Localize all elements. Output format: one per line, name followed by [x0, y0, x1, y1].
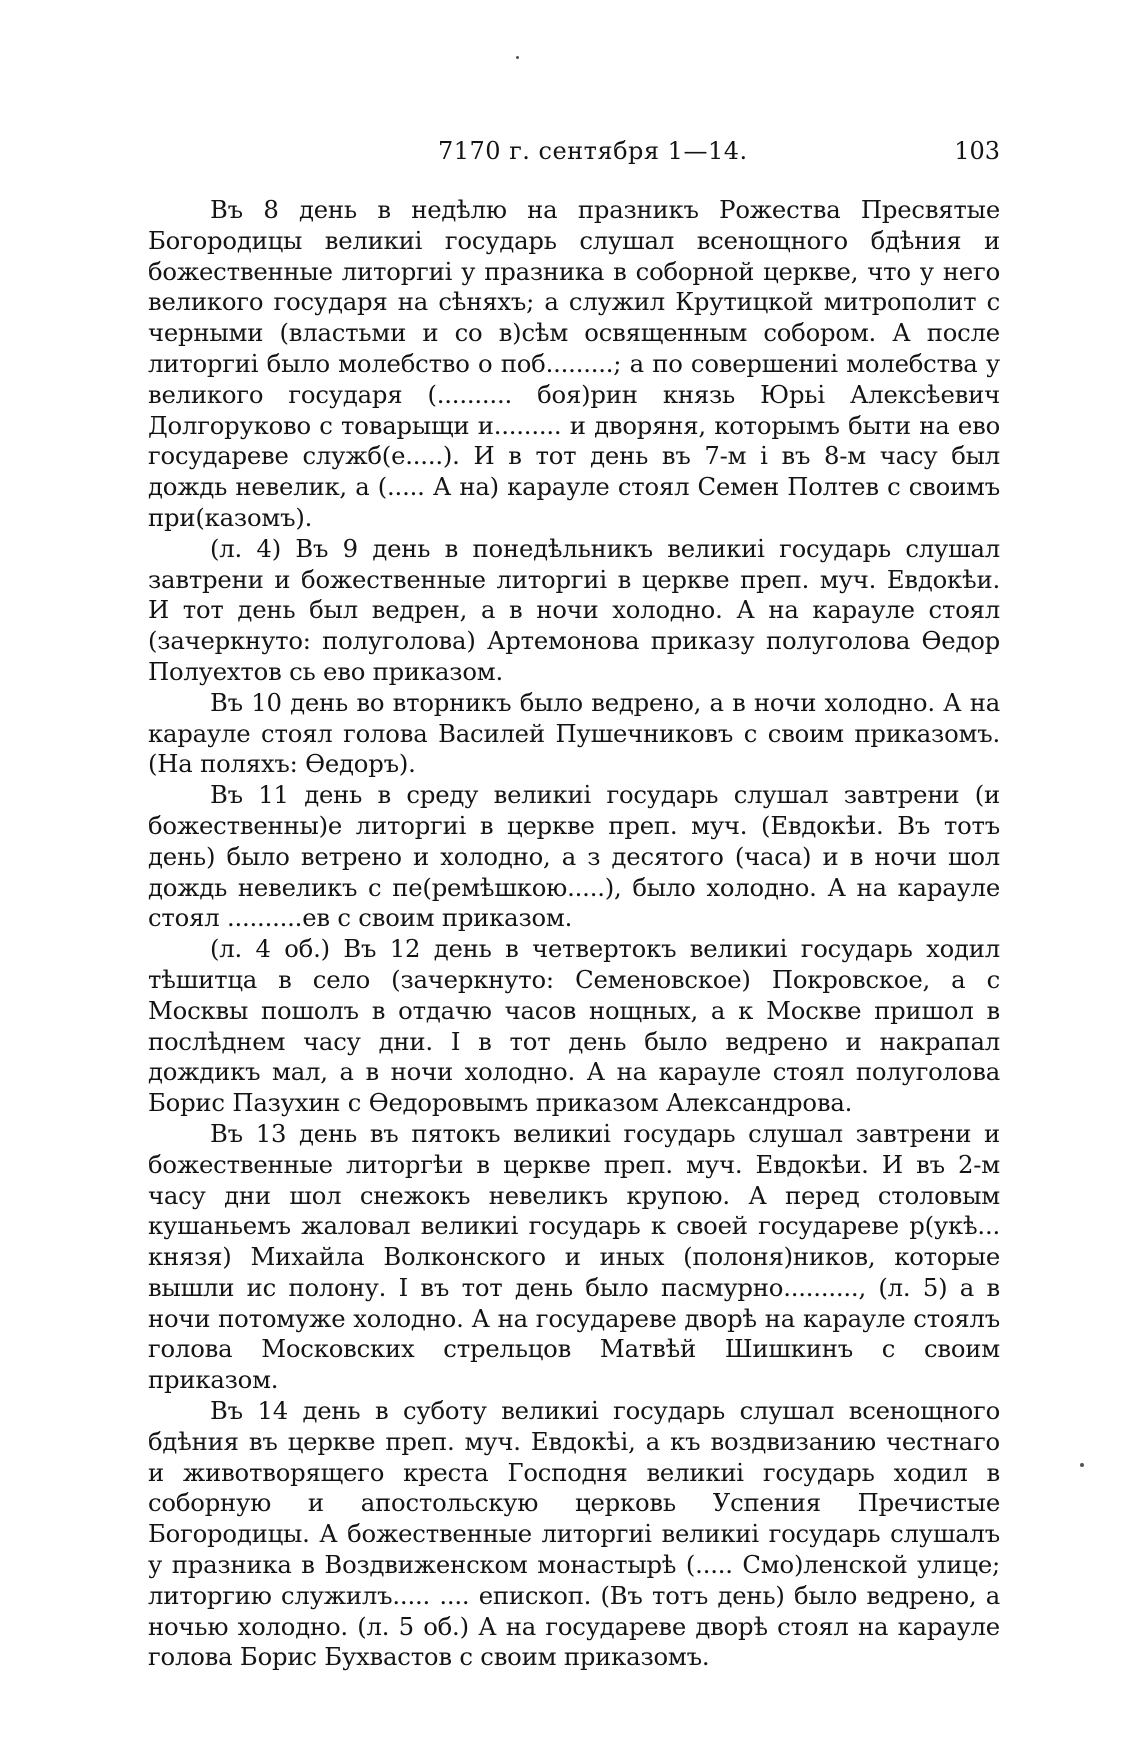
paragraph-sept-14: Въ 14 день в суботу великиі государь слушал всенощного бдѣния въ церкве преп. муч. Евдокѣі, а къ воздвизанию честнаго и животворящего креста Господня великиі государь ходил в соборную и апостольскую церковь Успения Пречистые Богородицы. А божественные литоргиі великиі государь слушалъ у празника в Воздвиженском монастырѣ (..... Смо)ленской улице; литоргию служилъ..... .... епископ. (Въ тотъ день) было ведрено, а ночью холодно. (л. 5 об.) А на государеве дворѣ стоял на карауле голова Борис Бухвастов с своим приказомъ. — [148, 1396, 1000, 1672]
running-title: 7170 г. сентября 1—14. — [438, 137, 748, 165]
paragraph-sept-13: Въ 13 день въ пятокъ великиі государь слушал завтрени и божественные литоргѣи в церкве преп. муч. Евдокѣи. И въ 2-м часу дни шол снежокъ невеликъ крупою. А перед столовым кушаньемъ жаловал великиі государь к своей государеве р(укѣ... князя) Михайла Волконского и иных (полоня)ников, которые вышли ис полону. І въ тот день было пасмурно.........., (л. 5) а в ночи потомуже холодно. А на государеве дворѣ на карауле стоялъ голова Московских стрельцов Матвѣй Шишкинъ с своим приказом. — [148, 1118, 1000, 1395]
paragraph-sept-10: Въ 10 день во вторникъ было ведрено, а в ночи холодно. А на карауле стоял голова Василей Пушечниковъ с своим приказомъ. (На поляхъ: Өедоръ). — [148, 687, 1000, 779]
paragraph-sept-12: (л. 4 об.) Въ 12 день в четвертокъ великиі государь ходил тѣшитца в село (зачеркнуто: Семеновское) Покровское, а с Москвы пошолъ в отдачю часов нощных, а к Москве пришол в послѣднем часу дни. І в тот день было ведрено и накрапал дождикъ мал, а в ночи холодно. А на карауле стоял полуголова Борис Пазухин с Өедоровымъ приказом Александрова. — [148, 934, 1000, 1118]
paragraph-sept-8: Въ 8 день в недѣлю на празникъ Рожества Пресвятые Богородицы великиі государь слушал всенощного бдѣния и божественные литоргиі у празника в соборной церкве, что у него великого государя на сѣняхъ; а служил Крутицкой митрополит с черными (властьми и со в)сѣм освященным собором. А после литоргиі было молебство о поб.........; а по совершениі молебства у великого государя (.......... боя)рин князь Юрьі Алексѣевич Долгоруково с товарыщи и......... и дворяня, которымъ быти на ево государеве служб(е.....). И в тот день въ 7-м і въ 8-м часу был дождь невелик, а (..... А на) карауле стоял Семен Полтев с своимъ при(казомъ). — [148, 195, 1000, 532]
paragraph-sept-11: Въ 11 день в среду великиі государь слушал завтрени (и божественны)е литоргиі в церкве преп. муч. (Евдокѣи. Въ тотъ день) было ветрено и холодно, а з десятого (часа) и в ночи шол дождь невеликъ с пе(ремѣшкою.....), было холодно. А на карауле стоял ..........ев с своим приказом. — [148, 780, 1000, 933]
paragraph-sept-9: (л. 4) Въ 9 день в понедѣльникъ великиі государь слушал завтрени и божественные литоргиі в церкве преп. муч. Евдокѣи. И тот день был ведрен, а в ночи холодно. А на карауле стоял (зачеркнуто: полуголова) Артемонова приказу полуголова Өедор Полуехтов сь ево приказом. — [148, 533, 1000, 686]
speck — [1080, 1463, 1084, 1467]
page-header — [148, 134, 1000, 168]
speck — [516, 56, 519, 59]
page-number: 103 — [954, 137, 1000, 165]
page-body — [148, 195, 1000, 1673]
